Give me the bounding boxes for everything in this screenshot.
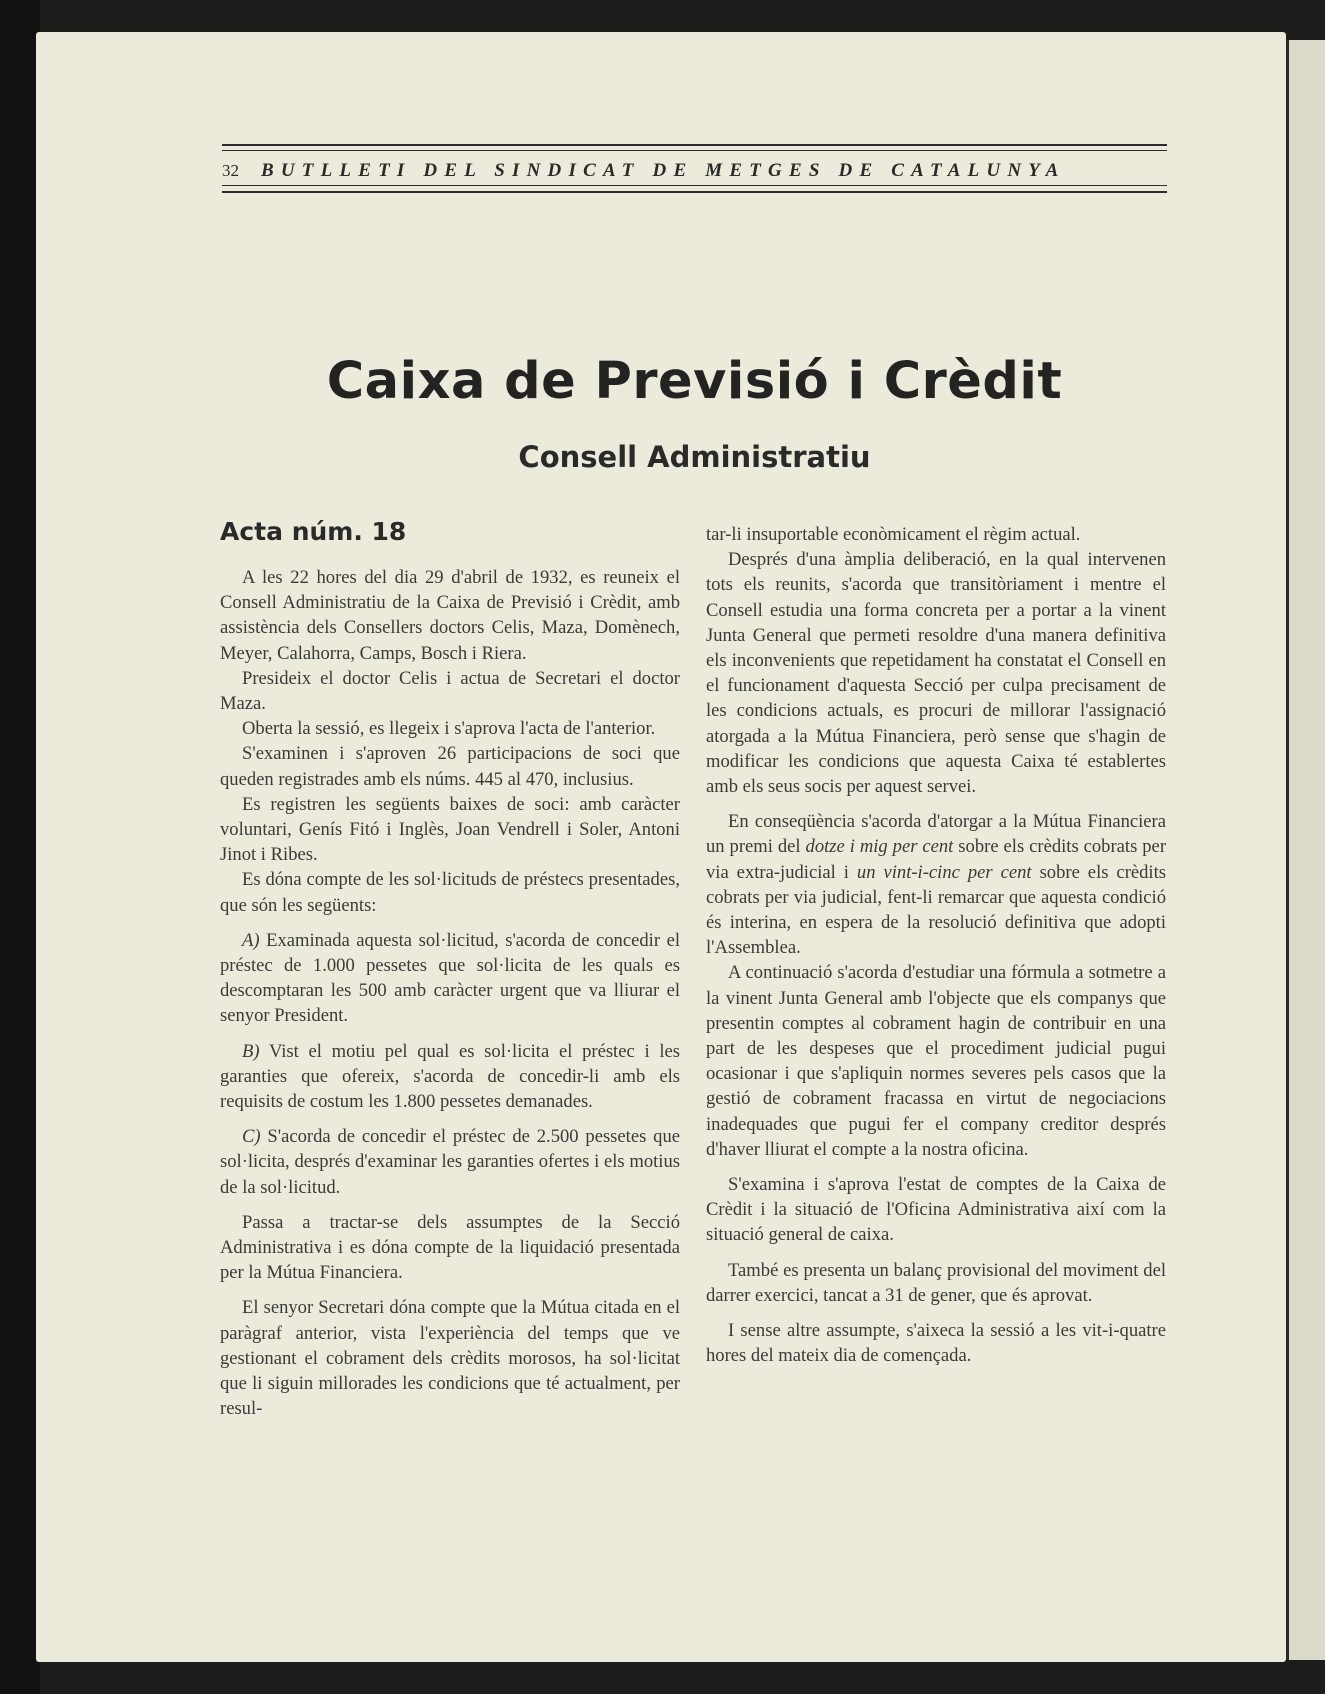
italic-text: un vint-i-cinc per cent [856, 861, 1032, 883]
page-number: 32 [222, 161, 239, 180]
item-letter: C) [242, 1126, 261, 1148]
paragraph: També es presenta un balanç provisional del moviment del darrer exercici, tancat a 31 de gener, que és aprovat. [706, 1259, 1166, 1306]
paragraph: Després d'una àmplia deliberació, en la qual intervenen tots els reunits, s'acorda que transitòriament i mentre el Consell estudia una forma concreta per a portar a la vinent Junta General que permeti resoldre d'una manera definitiva els inconvenients que repetidament ha constatat el Consell en el funcionament d'aquesta Secció per culpa precisament de les condicions actuals, es procuri de millorar l'assignació atorgada a la Mútua Financiera, però sense que s'hagin de modificar les condicions que aquesta Caixa té establertes amb els seus socis per aquest servei. [706, 549, 1166, 798]
loan-item-c [220, 1124, 680, 1200]
paragraph: S'examinen i s'aproven 26 participacions de soci que queden registrades amb els núms. 445 al 470, inclusius. [220, 743, 680, 790]
header-rule [222, 191, 1167, 193]
paragraph: Es registren les següents baixes de soci: amb caràcter voluntari, Genís Fitó i Inglès, Joan Vendrell i Soler, Antoni Jinot i Ribes. [220, 793, 680, 866]
paragraph: A les 22 hores del dia 29 d'abril de 1932, es reuneix el Consell Administratiu de la Caixa de Previsió i Crèdit, amb assistència dels Consellers doctors Celis, Maza, Domènech, Meyer, Calahorra, Camps, Bosch i Riera. [220, 567, 680, 664]
paragraph: tar-li insuportable econòmicament el règim actual. [706, 524, 1081, 545]
paragraph [706, 809, 1166, 960]
item-letter: B) [242, 1040, 260, 1062]
text-run: sobre els crèdits cobrats per via extra-judicial i [706, 836, 1167, 883]
running-header [222, 140, 1167, 198]
paragraph: A continuació s'acorda d'estudiar una fórmula a sotmetre a la vinent Junta General amb l'objecte que els companys que presentin comptes al cobrament hagin de contribuir en una part de les despeses que el procediment judicial pugui ocasionar i que s'apliquin normes severes pels casos que la gestió de cobrament fracassa en virtut de negociacions inadequades que pugui fer el company creditor després d'haver lliurat el compte a la nostra oficina. [706, 962, 1166, 1160]
paragraph: Passa a tractar-se dels assumptes de la Secció Administrativa i es dóna compte de la liquidació presentada per la Mútua Financiera. [220, 1211, 680, 1284]
article-subtitle: Consell Administratiu [518, 440, 871, 474]
paragraph: I sense altre assumpte, s'aixeca la sessió a les vit-i-quatre hores del mateix dia de començada. [706, 1320, 1166, 1367]
text-run: En conseqüència s'acorda d'atorgar a la Mútua Financiera un premi del [706, 811, 1166, 858]
paragraph: El senyor Secretari dóna compte que la Mútua citada en el paràgraf anterior, vista l'experiència del temps que ve gestionant el cobrament dels crèdits morosos, ha sol·licitat que li siguin millorades les condicions que té actualment, per resul- [220, 1297, 680, 1420]
left-column [220, 517, 680, 1422]
text-run: sobre els crèdits cobrats per via judicial, fent-li remarcar que aquesta condició és interina, en espera de la resolució definitiva que adopti l'Assemblea. [706, 861, 1166, 959]
next-page-edge [1286, 40, 1325, 1660]
item-text: Vist el motiu pel qual es sol·licita el préstec i les garanties que ofereix, s'acorda de concedir-li amb els requisits de costum les 1.800 pessetes demanades. [220, 1040, 680, 1113]
loan-item-b [220, 1039, 680, 1115]
right-column [706, 522, 1166, 1369]
paragraph: Oberta la sessió, es llegeix i s'aprova l'acta de l'anterior. [242, 718, 656, 740]
loan-item-a [220, 928, 680, 1029]
header-text [222, 159, 1167, 183]
item-text: S'acorda de concedir el préstec de 2.500 pessetes que sol·licita, després d'examinar les garanties ofertes i els motius de la sol·licitud. [220, 1126, 680, 1198]
scan-border [0, 0, 40, 1694]
paragraph: S'examina i s'aprova l'estat de comptes de la Caixa de Crèdit i la situació de l'Oficina Administrativa així com la situació general de caixa. [706, 1174, 1166, 1246]
journal-title: BUTLLETI DEL SINDICAT DE METGES DE CATALUNYA [261, 160, 1066, 181]
item-text: Examinada aquesta sol·licitud, s'acorda de concedir el préstec de 1.000 pessetes que sol·licita de les quals es descomptaran les 500 amb caràcter urgent que va lliurar el senyor President. [220, 929, 680, 1027]
header-rule [222, 144, 1167, 146]
item-letter: A) [242, 929, 260, 951]
article-title: Caixa de Previsió i Crèdit [326, 352, 1063, 411]
paragraph: Presideix el doctor Celis i actua de Secretari el doctor Maza. [220, 667, 680, 715]
header-rule [222, 185, 1167, 186]
section-heading: Acta núm. 18 [220, 517, 407, 546]
header-rule [222, 150, 1167, 151]
italic-text: dotze i mig per cent [805, 836, 954, 858]
paragraph: Es dóna compte de les sol·licituds de préstecs presentades, que són les següents: [220, 869, 680, 916]
